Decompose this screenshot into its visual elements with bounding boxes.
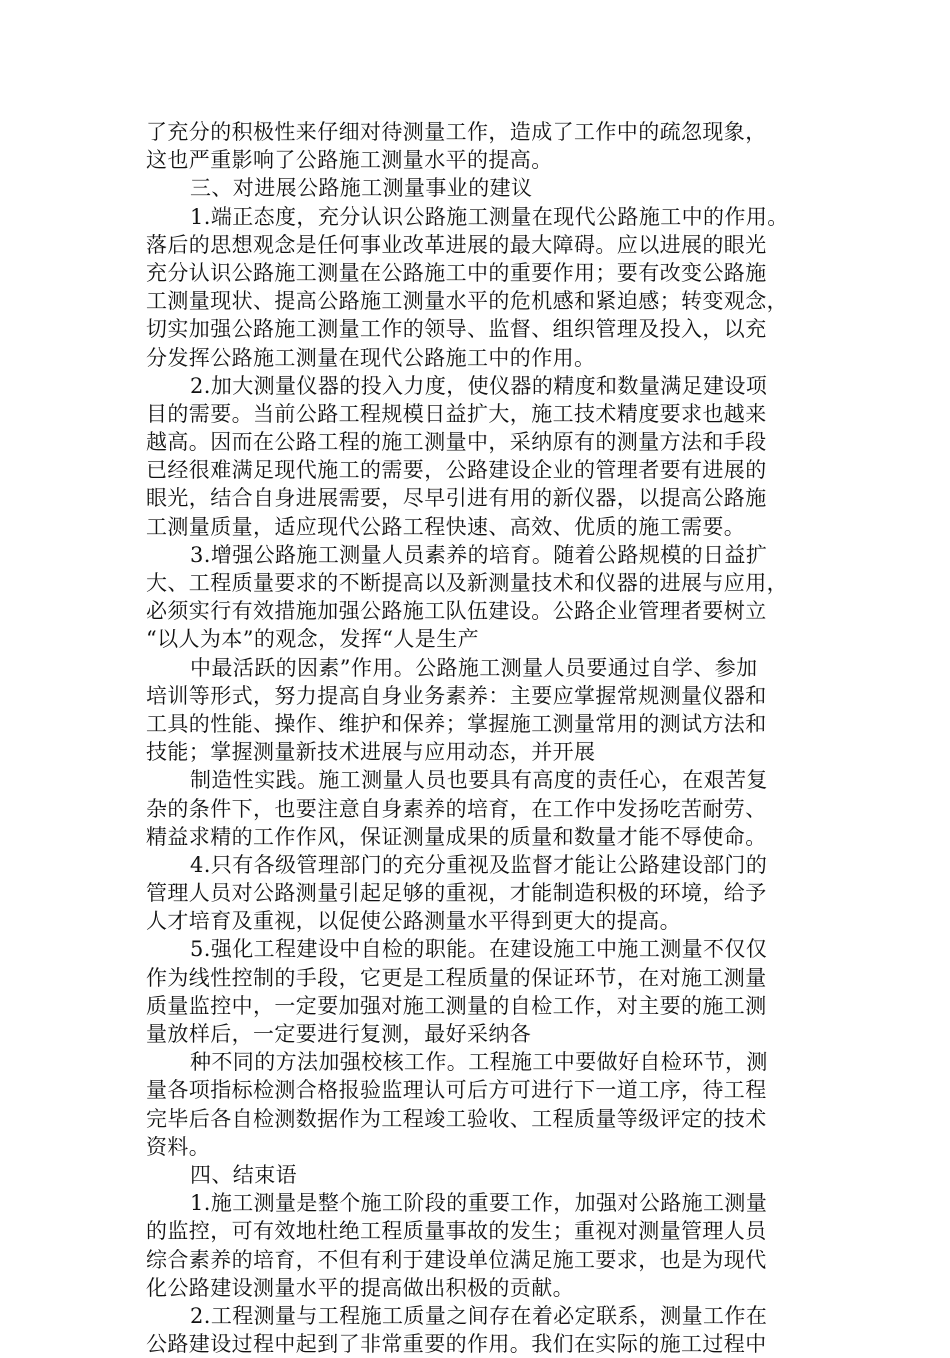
text-line: 杂的条件下，也要注意自身素养的培育，在工作中发扬吃苦耐劳、 — [146, 796, 767, 821]
text-line: 培训等形式，努力提高自身业务素养：主要应掌握常规测量仪器和 — [146, 683, 767, 708]
text-line: 2.工程测量与工程施工质量之间存在着必定联系，测量工作在 — [190, 1303, 768, 1328]
text-line: 三、对进展公路施工测量事业的建议 — [190, 176, 533, 201]
text-line: 必须实行有效措施加强公路施工队伍建设。公路企业管理者要树立 — [146, 599, 767, 624]
text-line: “以人为本”的观念，发挥“人是生产 — [146, 627, 480, 652]
text-line: 大、工程质量要求的不断提高以及新测量技术和仪器的进展与应用， — [146, 571, 788, 595]
text-line: 质量监控中，一定要加强对施工测量的自检工作，对主要的施工测 — [146, 993, 767, 1018]
text-line: 制造性实践。施工测量人员也要具有高度的责任心，在艰苦复 — [190, 768, 768, 793]
document-page — [146, 118, 816, 1358]
text-line: 四、结束语 — [190, 1162, 297, 1187]
text-line: 化公路建设测量水平的提高做出积极的贡献。 — [146, 1275, 574, 1300]
text-line: 切实加强公路施工测量工作的领导、监督、组织管理及投入，以充 — [146, 317, 767, 342]
text-line: 目的需要。当前公路工程规模日益扩大，施工技术精度要求也越来 — [146, 401, 767, 426]
text-line: 工具的性能、操作、维护和保养；掌握施工测量常用的测试方法和 — [146, 711, 767, 736]
text-line: 精益求精的工作作风，保证测量成果的质量和数量才能不辱使命。 — [146, 824, 767, 849]
text-line: 工测量质量，适应现代公路工程快速、高效、优质的施工需要。 — [146, 514, 746, 539]
text-line: 4.只有各级管理部门的充分重视及监督才能让公路建设部门的 — [190, 852, 768, 877]
text-line: 完毕后各自检测数据作为工程竣工验收、工程质量等级评定的技术 — [146, 1106, 767, 1131]
text-line: 作为线性控制的手段，它更是工程质量的保证环节，在对施工测量 — [146, 965, 767, 990]
text-line: 中最活跃的因素”作用。公路施工测量人员要通过自学、参加 — [190, 655, 758, 680]
text-line: 3.增强公路施工测量人员素养的培育。随着公路规模的日益扩 — [190, 542, 768, 567]
text-line: 人才培育及重视，以促使公路测量水平得到更大的提高。 — [146, 909, 681, 934]
text-line: 技能；掌握测量新技术进展与应用动态，并开展 — [146, 740, 596, 765]
text-line: 2.加大测量仪器的投入力度，使仪器的精度和数量满足建设项 — [190, 373, 768, 398]
text-line: 越高。因而在公路工程的施工测量中，采纳原有的测量方法和手段 — [146, 430, 767, 455]
text-line: 已经很难满足现代施工的需要，公路建设企业的管理者要有进展的 — [146, 458, 767, 483]
text-line: 落后的思想观念是任何事业改革进展的最大障碍。应以进展的眼光 — [146, 232, 767, 257]
text-line: 工测量现状、提高公路施工测量水平的危机感和紧迫感；转变观念， — [146, 289, 788, 314]
text-line: 种不同的方法加强校核工作。工程施工中要做好自检环节，测 — [190, 1050, 768, 1075]
text-line: 量各项指标检测合格报验监理认可后方可进行下一道工序，待工程 — [146, 1078, 767, 1103]
text-line: 眼光，结合自身进展需要，尽早引进有用的新仪器，以提高公路施 — [146, 486, 767, 511]
text-line: 的监控，可有效地杜绝工程质量事故的发生；重视对测量管理人员 — [146, 1219, 767, 1244]
text-line: 这也严重影响了公路施工测量水平的提高。 — [146, 148, 553, 173]
text-line: 资料。 — [146, 1134, 211, 1159]
text-line: 分发挥公路施工测量在现代公路施工中的作用。 — [146, 345, 596, 370]
text-line: 管理人员对公路测量引起足够的重视，才能制造积极的环境，给予 — [146, 881, 767, 906]
text-line: 5.强化工程建设中自检的职能。在建设施工中施工测量不仅仅 — [190, 937, 768, 962]
text-line: 1.端正态度，充分认识公路施工测量在现代公路施工中的作用。 — [190, 204, 789, 229]
text-line: 综合素养的培育，不但有利于建设单位满足施工要求，也是为现代 — [146, 1247, 767, 1272]
text-line: 充分认识公路施工测量在公路施工中的重要作用；要有改变公路施 — [146, 260, 767, 285]
text-line: 公路建设过程中起到了非常重要的作用。我们在实际的施工过程中 — [146, 1332, 767, 1357]
text-line: 了充分的积极性来仔细对待测量工作，造成了工作中的疏忽现象， — [146, 120, 767, 144]
text-line: 量放样后，一定要进行复测，最好采纳各 — [146, 1022, 532, 1046]
text-line: 1.施工测量是整个施工阶段的重要工作，加强对公路施工测量 — [190, 1191, 768, 1216]
